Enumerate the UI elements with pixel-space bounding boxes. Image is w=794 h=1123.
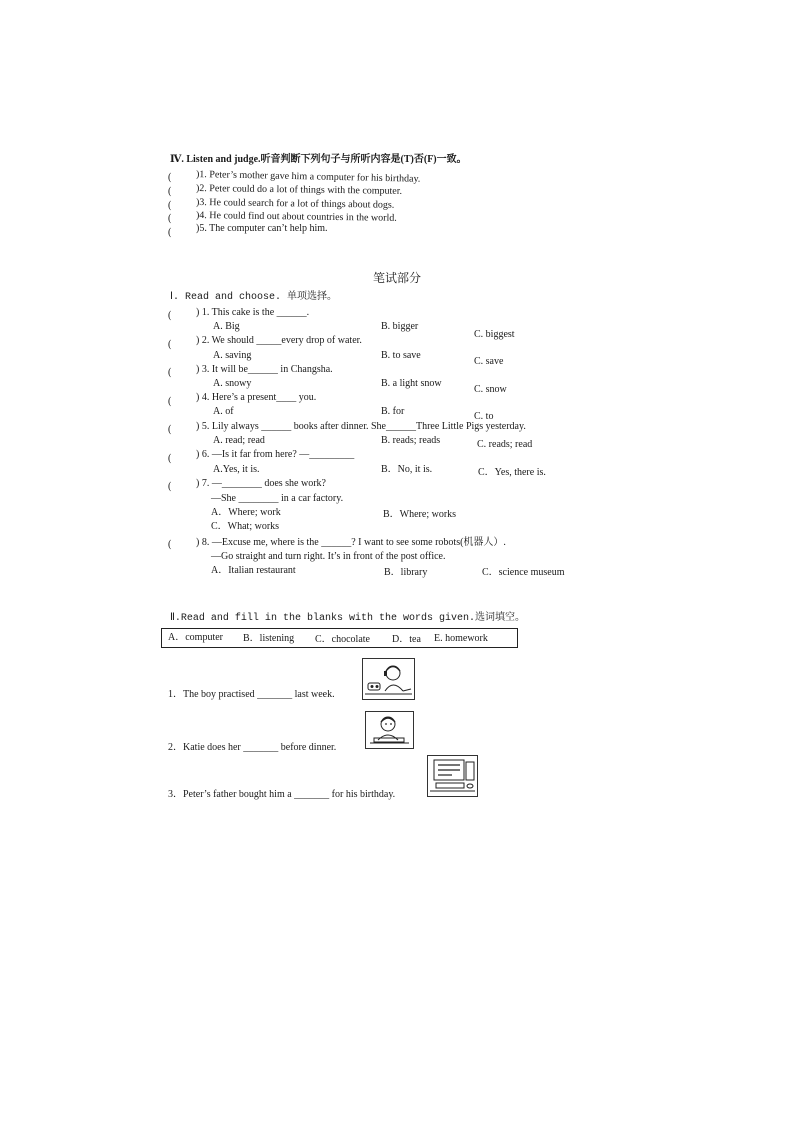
- question-8-option-c: C．science museum: [482, 567, 565, 578]
- answer-paren: (: [168, 367, 172, 378]
- question-4-option-b: B. for: [381, 406, 405, 417]
- fill-heading: Ⅱ.Read and fill in the blanks with the words given.选词填空。: [170, 613, 525, 624]
- answer-paren: (: [168, 186, 172, 197]
- question-6-option-b: B．No, it is.: [381, 464, 433, 475]
- answer-paren: (: [168, 424, 172, 435]
- question-5-option-c: C. reads; read: [477, 439, 533, 450]
- answer-paren: (: [168, 227, 172, 238]
- girl-homework-picture: [365, 711, 414, 749]
- listening-item-3: )3. He could search for a lot of things about dogs.: [195, 197, 395, 211]
- question-2-stem: ) 2. We should _____every drop of water.: [196, 335, 362, 346]
- question-8-stem: ) 8. —Excuse me, where is the ______? I want to see some robots(机器人）.: [196, 537, 506, 548]
- question-5-option-b: B. reads; reads: [381, 435, 441, 446]
- fill-sentence-1: 1．The boy practised _______ last week.: [168, 689, 335, 700]
- question-2-option-a: A. saving: [213, 350, 252, 361]
- word-bank-item: B．listening: [243, 633, 295, 644]
- question-8-answer-line: —Go straight and turn right. It’s in front of the post office.: [211, 551, 446, 562]
- computer-picture: [427, 755, 478, 797]
- question-2-option-c: C. save: [474, 356, 504, 367]
- listening-item-2: )2. Peter could do a lot of things with the computer.: [195, 183, 403, 197]
- answer-paren: (: [168, 539, 172, 550]
- question-7-option-a: A．Where; work: [211, 507, 281, 518]
- question-1-stem: ) 1. This cake is the ______.: [196, 307, 310, 318]
- listening-item-4: )4. He could find out about countries in the world.: [195, 210, 397, 224]
- question-6-stem: ) 6. —Is it far from here? —_________: [196, 449, 355, 460]
- question-7-answer-line: —She ________ in a car factory.: [211, 493, 344, 504]
- question-3-stem: ) 3. It will be______ in Changsha.: [196, 364, 333, 375]
- question-8-option-b: B．library: [384, 567, 428, 578]
- listening-item-1: )1. Peter’s mother gave him a computer for his birthday.: [195, 169, 421, 185]
- question-3-option-c: C. snow: [474, 384, 507, 395]
- question-7-option-c: C．What; works: [211, 521, 280, 532]
- answer-paren: (: [168, 310, 172, 321]
- answer-paren: (: [168, 481, 172, 492]
- answer-paren: (: [168, 396, 172, 407]
- question-1-option-c: C. biggest: [474, 329, 515, 340]
- answer-paren: (: [168, 200, 172, 211]
- choose-heading: Ⅰ. Read and choose. 单项选择。: [170, 292, 337, 303]
- question-2-option-b: B. to save: [381, 350, 421, 361]
- answer-paren: (: [168, 213, 172, 224]
- fill-sentence-2: 2．Katie does her _______ before dinner.: [168, 742, 337, 753]
- fill-sentence-3: 3．Peter’s father bought him a _______ for his birthday.: [168, 789, 396, 800]
- question-5-stem: ) 5. Lily always ______ books after dinner. She______Three Little Pigs yesterday.: [196, 421, 526, 432]
- answer-paren: (: [168, 339, 172, 350]
- question-4-option-c: C. to: [474, 411, 494, 422]
- question-5-option-a: A. read; read: [213, 435, 265, 446]
- question-1-option-a: A. Big: [213, 321, 240, 332]
- question-8-option-a: A．Italian restaurant: [211, 565, 296, 576]
- listening-item-5: )5. The computer can’t help him.: [196, 223, 328, 234]
- section-title: 笔试部分: [373, 271, 422, 285]
- question-7-stem: ) 7. —________ does she work?: [196, 478, 326, 489]
- answer-paren: (: [168, 172, 172, 183]
- question-6-option-a: A.Yes, it is.: [213, 464, 260, 475]
- answer-paren: (: [168, 453, 172, 464]
- question-3-option-b: B. a light snow: [381, 378, 442, 389]
- listening-heading: Ⅳ. Listen and judge.听音判断下列句子与所听内容是(T)否(F)一致。: [170, 154, 467, 165]
- word-bank-item: A．computer: [168, 632, 223, 643]
- question-3-option-a: A. snowy: [213, 378, 252, 389]
- question-6-option-c: C．Yes, there is.: [478, 467, 546, 478]
- boy-listening-picture: [362, 658, 415, 700]
- question-4-option-a: A. of: [213, 406, 234, 417]
- word-bank-item: D．tea: [392, 634, 421, 645]
- word-bank-item: E. homework: [434, 633, 488, 644]
- question-7-option-b: B．Where; works: [383, 509, 457, 520]
- word-bank-item: C．chocolate: [315, 634, 370, 645]
- question-1-option-b: B. bigger: [381, 321, 419, 332]
- question-4-stem: ) 4. Here’s a present____ you.: [196, 392, 317, 403]
